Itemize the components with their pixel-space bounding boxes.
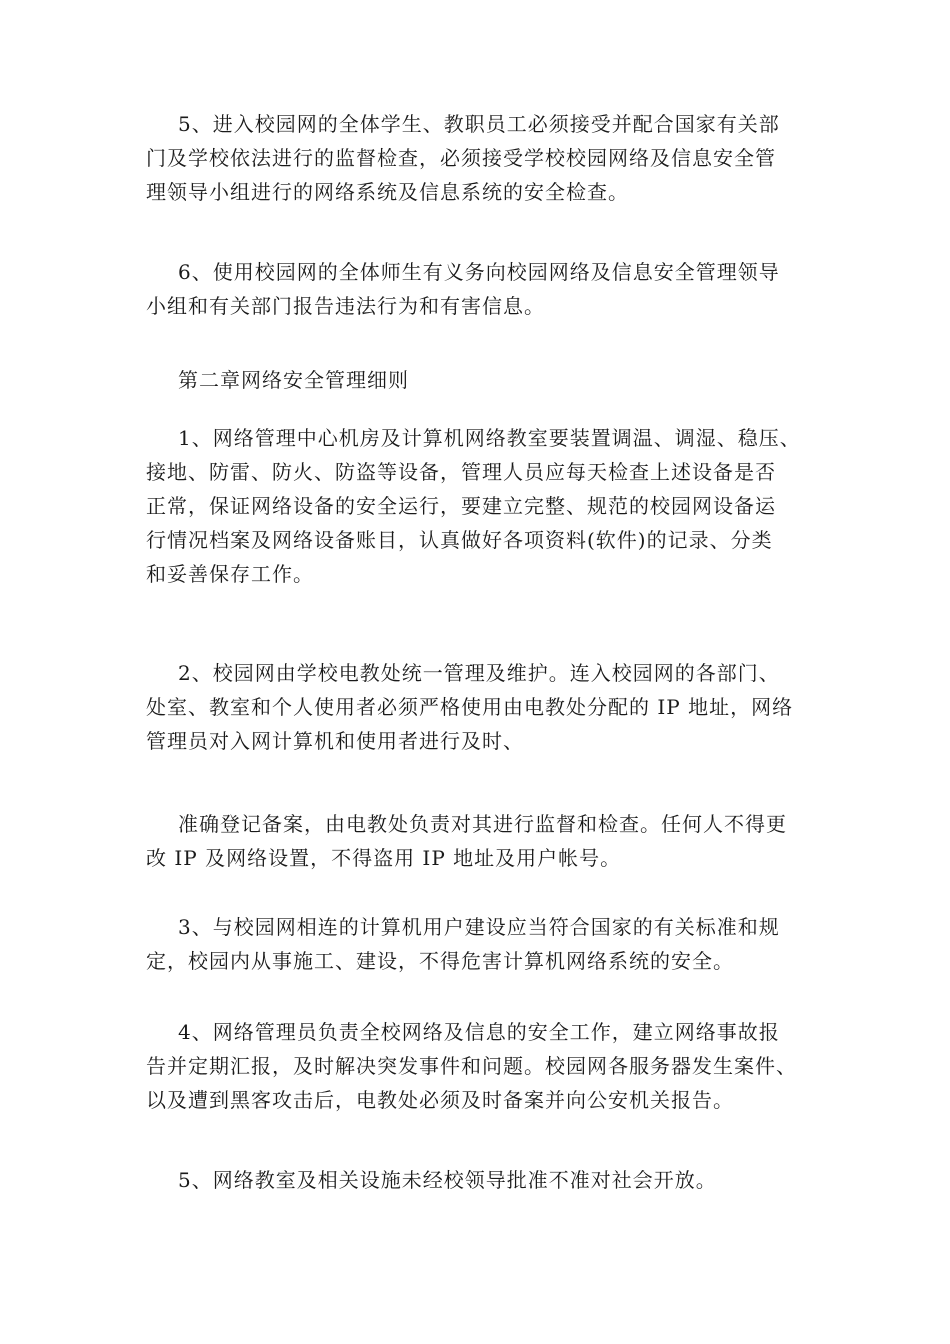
text-line: 5、进入校园网的全体学生、教职员工必须接受并配合国家有关部 <box>178 112 780 136</box>
paragraph-registration-continued <box>146 807 826 875</box>
text-line: 小组和有关部门报告违法行为和有害信息。 <box>146 294 545 318</box>
text-line: 准确登记备案，由电教处负责对其进行监督和检查。任何人不得更 <box>178 812 787 836</box>
chapter-heading <box>146 363 826 397</box>
text-line: 管理员对入网计算机和使用者进行及时、 <box>146 729 524 753</box>
text-line: 处室、教室和个人使用者必须严格使用由电教处分配的 IP 地址，网络 <box>146 695 794 719</box>
paragraph-detail-4-administrator-duty <box>146 1015 826 1117</box>
paragraph-rule-6-reporting-duty <box>146 255 826 323</box>
text-line: 4、网络管理员负责全校网络及信息的安全工作，建立网络事故报 <box>178 1020 780 1044</box>
text-line: 理领导小组进行的网络系统及信息系统的安全检查。 <box>146 180 629 204</box>
text-line: 接地、防雷、防火、防盗等设备，管理人员应每天检查上述设备是否 <box>146 460 776 484</box>
chapter-title: 第二章网络安全管理细则 <box>178 368 409 392</box>
text-line: 3、与校园网相连的计算机用户建设应当符合国家的有关标准和规 <box>178 915 780 939</box>
text-line: 行情况档案及网络设备账目，认真做好各项资料(软件)的记录、分类 <box>146 528 773 552</box>
paragraph-detail-3-standards <box>146 910 826 978</box>
paragraph-detail-2-ip-management <box>146 656 826 758</box>
paragraph-detail-1-machine-room <box>146 421 826 591</box>
text-line: 以及遭到黑客攻击后，电教处必须及时备案并向公安机关报告。 <box>146 1088 734 1112</box>
text-line: 6、使用校园网的全体师生有义务向校园网络及信息安全管理领导 <box>178 260 780 284</box>
text-line: 告并定期汇报，及时解决突发事件和问题。校园网各服务器发生案件、 <box>146 1054 797 1078</box>
text-line: 定，校园内从事施工、建设，不得危害计算机网络系统的安全。 <box>146 949 734 973</box>
text-line: 和妥善保存工作。 <box>146 562 314 586</box>
text-line: 2、校园网由学校电教处统一管理及维护。连入校园网的各部门、 <box>178 661 780 685</box>
paragraph-detail-5-public-access <box>146 1163 826 1197</box>
text-line: 5、网络教室及相关设施未经校领导批准不准对社会开放。 <box>178 1168 717 1192</box>
text-line: 1、网络管理中心机房及计算机网络教室要装置调温、调湿、稳压、 <box>178 426 801 450</box>
text-line: 正常，保证网络设备的安全运行，要建立完整、规范的校园网设备运 <box>146 494 776 518</box>
paragraph-rule-5-campus-inspection <box>146 107 826 209</box>
text-line: 门及学校依法进行的监督检查，必须接受学校校园网络及信息安全管 <box>146 146 776 170</box>
text-line: 改 IP 及网络设置，不得盗用 IP 地址及用户帐号。 <box>146 846 622 870</box>
